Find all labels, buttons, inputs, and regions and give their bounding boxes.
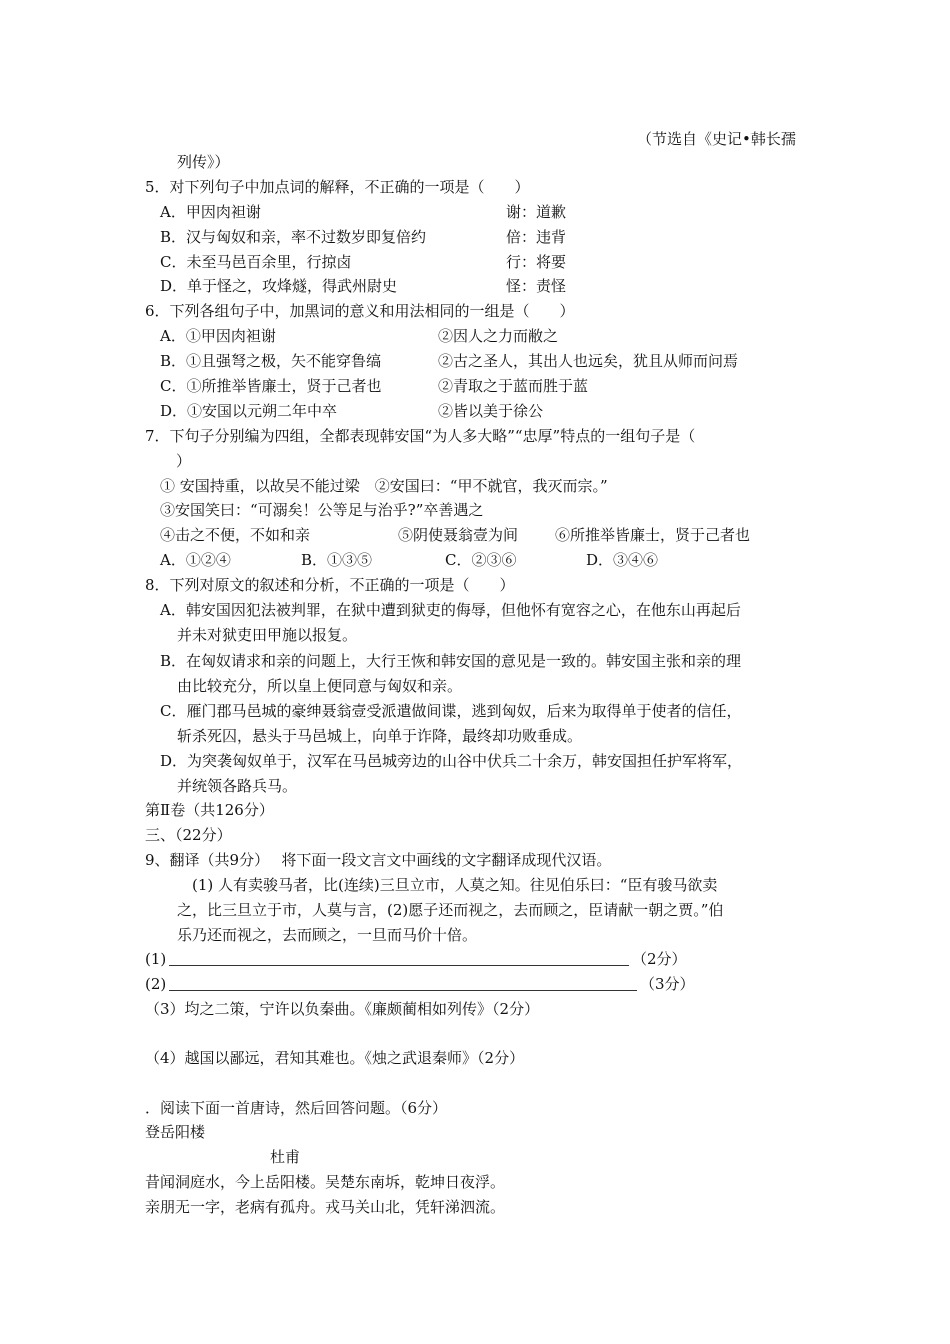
- q5-option-a: A．甲因肉袒谢: [160, 203, 261, 221]
- poem-line1: 昔闻洞庭水，今上岳阳楼。吴楚东南坼，乾坤日夜浮。: [145, 1173, 506, 1191]
- q5-option-c-gloss: 行：将要: [506, 253, 567, 271]
- q10-stem: ．阅读下面一首唐诗，然后回答问题。（6分）: [145, 1099, 448, 1117]
- q8-option-a-line1: A．韩安国因犯法被判罪，在狱中遭到狱吏的侮辱，但他怀有宽容之心，在他东山再起后: [160, 601, 741, 619]
- q6-option-d-2: ②皆以美于徐公: [438, 402, 544, 420]
- q8-option-a-line2: 并未对狱吏田甲施以报复。: [177, 626, 358, 644]
- q5-option-d-gloss: 怪：责怪: [506, 277, 567, 295]
- q8-option-c-line2: 斩杀死囚，悬头于马邑城上，向单于诈降，最终却功败垂成。: [177, 727, 583, 745]
- source-note-line2: 列传》）: [177, 153, 230, 171]
- q5-option-a-gloss: 谢：道歉: [506, 203, 567, 221]
- q5-option-c: C．未至马邑百余里，行掠卤: [160, 253, 352, 271]
- q6-option-b-1: B．①且强弩之极，矢不能穿鲁缟: [160, 352, 382, 370]
- q6-option-c-1: C．①所推举皆廉士，贤于己者也: [160, 377, 382, 395]
- q8-option-d-line1: D．为突袭匈奴单于，汉军在马邑城旁边的山谷中伏兵二十余万，韩安国担任护军将军，: [160, 752, 743, 770]
- q7-sentences-2: ③安国笑曰：“可溺矣！公等足与治乎?”卒善遇之: [160, 501, 484, 519]
- q9-passage-line3: 乐乃还而视之，去而顾之，一旦而马价十倍。: [177, 926, 478, 944]
- q9-answer1-label: (1): [145, 950, 167, 968]
- poem-author: 杜甫: [270, 1148, 301, 1166]
- q8-option-c-line1: C．雁门郡马邑城的豪绅聂翁壹受派遣做间谍，逃到匈奴，后来为取得单于使者的信任，: [160, 702, 742, 720]
- q9-stem: 9、翻译（共9分） 将下面一段文言文中画线的文字翻译成现代汉语。: [145, 851, 612, 869]
- poem-line2: 亲朋无一字，老病有孤舟。戎马关山北，凭轩涕泗流。: [145, 1198, 506, 1216]
- q5-option-b: B．汉与匈奴和亲，率不过数岁即复倍约: [160, 228, 427, 246]
- q6-option-d-1: D．①安国以元朔二年中卒: [160, 402, 338, 420]
- q7-stem: 7．下句子分别编为四组，全都表现韩安国“为人多大略”“忠厚”特点的一组句子是（: [145, 427, 696, 445]
- q6-option-a-2: ②因人之力而敝之: [438, 327, 559, 345]
- q7-sentences-1: ① 安国持重，以故吴不能过梁 ②安国曰：“甲不就官，我灭而宗。”: [160, 477, 608, 495]
- q5-option-b-gloss: 倍：违背: [506, 228, 567, 246]
- q9-answer2-line[interactable]: [169, 976, 637, 991]
- source-note-line1: （节选自《史记•韩长孺: [637, 130, 796, 148]
- q9-answer2-label: (2): [145, 975, 167, 993]
- q7-stem-cont: ）: [176, 452, 192, 470]
- q8-option-d-line2: 并统领各路兵马。: [177, 777, 298, 795]
- q6-option-b-2: ②古之圣人，其出人也远矣，犹且从师而问焉: [438, 352, 739, 370]
- q9-answer1-score: （2分）: [632, 950, 687, 968]
- q9-passage-line2: 之，比三旦立于市，人莫与言，(2)愿子还而视之，去而顾之，臣请献一朝之贾。”伯: [177, 901, 724, 919]
- q6-option-c-2: ②青取之于蓝而胜于蓝: [438, 377, 589, 395]
- q7-sentence-5: ⑤阴使聂翁壹为间: [398, 526, 519, 544]
- q7-option-d: D．③④⑥: [586, 551, 659, 569]
- q7-option-a: A．①②④: [160, 551, 231, 569]
- q8-option-b-line2: 由比较充分，所以皇上便同意与匈奴和亲。: [177, 677, 463, 695]
- poem-title: 登岳阳楼: [145, 1123, 206, 1141]
- q6-stem: 6．下列各组句子中，加黑词的意义和用法相同的一组是（ ）: [145, 302, 575, 320]
- q7-option-b: B．①③⑤: [301, 551, 373, 569]
- q8-option-b-line1: B．在匈奴请求和亲的问题上，大行王恢和韩安国的意见是一致的。韩安国主张和亲的理: [160, 652, 742, 670]
- q9-passage-line1: (1) 人有卖骏马者，比(连续)三旦立市，人莫之知。往见伯乐曰：“臣有骏马欲卖: [192, 876, 718, 894]
- part2-heading: 第Ⅱ卷（共126分）: [145, 801, 274, 819]
- q9-sentence4: （4）越国以鄙远，君知其难也。《烛之武退秦师》（2分）: [145, 1049, 525, 1067]
- q9-sentence3: （3）均之二策，宁许以负秦曲。《廉颇蔺相如列传》（2分）: [145, 1000, 540, 1018]
- q9-answer2-score: （3分）: [640, 975, 695, 993]
- section3-heading: 三、（22分）: [145, 826, 232, 844]
- q7-sentence-4: ④击之不便，不如和亲: [160, 526, 311, 544]
- q9-answer1-line[interactable]: [169, 951, 629, 966]
- q7-option-c: C．②③⑥: [445, 551, 517, 569]
- q7-sentence-6: ⑥所推举皆廉士，贤于己者也: [555, 526, 751, 544]
- q6-option-a-1: A．①甲因肉袒谢: [160, 327, 276, 345]
- q5-stem: 5．对下列句子中加点词的解释，不正确的一项是（ ）: [145, 178, 530, 196]
- q5-option-d: D．单于怪之，攻烽燧，得武州尉史: [160, 277, 398, 295]
- q8-stem: 8．下列对原文的叙述和分析，不正确的一项是（ ）: [145, 576, 515, 594]
